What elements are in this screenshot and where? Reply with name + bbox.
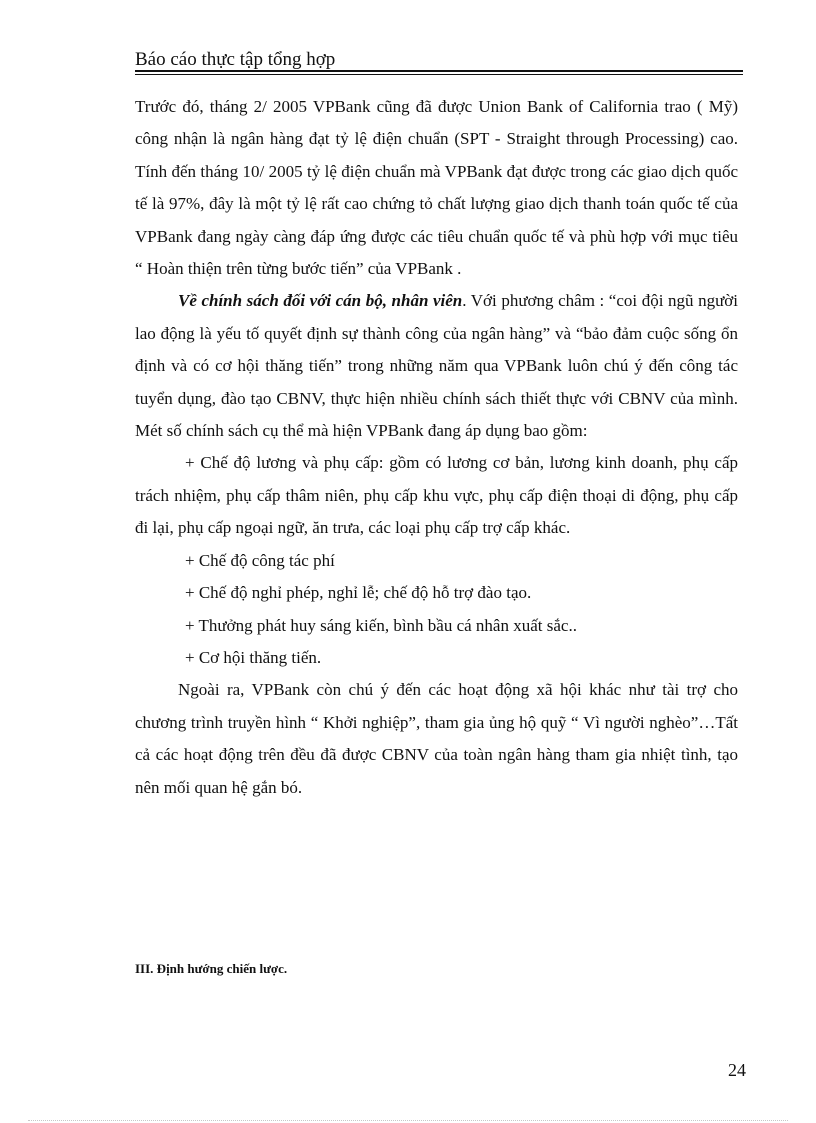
bullet-item-bonus: + Thưởng phát huy sáng kiến, bình bầu cá nhân xuất sắc.. (185, 615, 577, 635)
section-heading: III. Định hướng chiến lược. (135, 961, 288, 976)
document-body (135, 91, 738, 804)
bullet-item-promotion: + Cơ hội thăng tiến. (185, 647, 322, 667)
page-bottom-divider (28, 1120, 788, 1121)
header-rule-thick (135, 70, 743, 72)
staff-policy-text: . Với phương châm : “coi đội ngũ người lao động là yếu tố quyết định sự thành công của ngân hàng” và “bảo đảm cuộc sống ổn định và có cơ hội thăng tiến” trong những năm qua VPBank luôn chú ý đến công tác tuyển dụng, đào tạo CBNV, thực hiện nhiều chính sách thiết thực với CBNV của mình. Mét số chính sách cụ thể mà hiện VPBank đang áp dụng bao gồm: (135, 291, 738, 441)
paragraph-staff-policy (135, 285, 738, 447)
paragraph-spt-award: Trước đó, tháng 2/ 2005 VPBank cũng đã được Union Bank of California trao ( Mỹ) công nhận là ngân hàng đạt tỷ lệ điện chuẩn (SPT - Straight through Processing) cao. Tính đến tháng 10/ 2005 tỷ lệ điện chuẩn mà VPBank đạt được trong các giao dịch quốc tế là 97%, đây là một tỷ lệ rất cao chứng tỏ chất lượng giao dịch thanh toán quốc tế của VPBank đang ngày càng đáp ứng được các tiêu chuẩn quốc tế và phù hợp với mục tiêu “ Hoàn thiện trên từng bước tiến” của VPBank . (135, 97, 738, 279)
page-header-title: Báo cáo thực tập tổng hợp (135, 49, 336, 70)
bullet-item-salary: + Chế độ lương và phụ cấp: gồm có lương cơ bản, lương kinh doanh, phụ cấp trách nhiệm, phụ cấp thâm niên, phụ cấp khu vực, phụ cấp điện thoại di động, phụ cấp đi lại, phụ cấp ngoại ngữ, ăn trưa, các loại phụ cấp trợ cấp khác. (135, 453, 738, 538)
bullet-item-leave: + Chế độ nghỉ phép, nghỉ lễ; chế độ hỗ trợ đào tạo. (185, 583, 532, 603)
header-rule-thin (135, 74, 743, 75)
paragraph-social-activities: Ngoài ra, VPBank còn chú ý đến các hoạt động xã hội khác như tài trợ cho chương trình truyền hình “ Khởi nghiệp”, tham gia ủng hộ quỹ “ Vì người nghèo”…Tất cả các hoạt động trên đều đã được CBNV của toàn ngân hàng tham gia nhiệt tình, tạo nên mối quan hệ gắn bó. (135, 680, 738, 797)
page-number: 24 (728, 1060, 746, 1080)
staff-policy-lead: Về chính sách đối với cán bộ, nhân viên (178, 291, 463, 311)
bullet-item-travel-allowance: + Chế độ công tác phí (185, 550, 335, 570)
